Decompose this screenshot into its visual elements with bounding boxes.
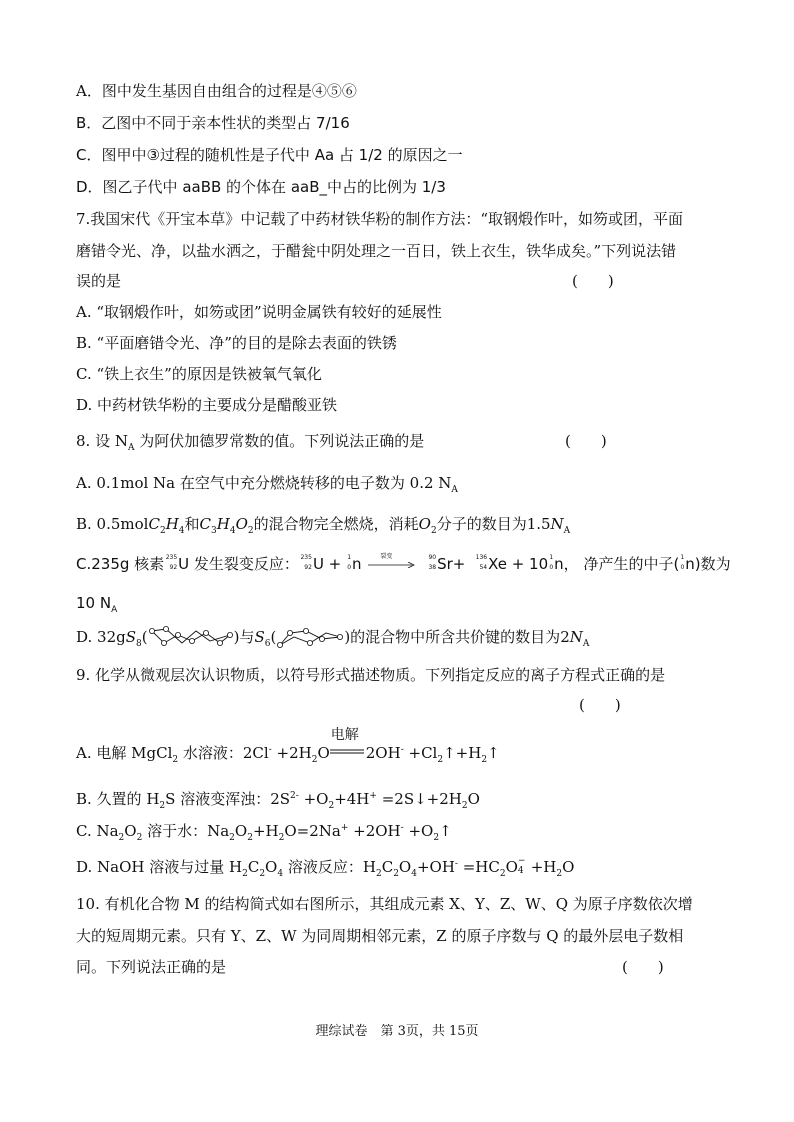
- fission-arrow: 裂变: [366, 553, 418, 575]
- q7-option-c: C. “铁上衣生”的原因是铁被氧气氧化: [76, 365, 322, 383]
- q9-option-d: D. NaOH 溶液与过量 $H_2C_2O_4$ 溶液反应：$H_2C_2O_4+OH^- =HC_2O$ − 4 $+H_2O$: [76, 856, 575, 879]
- q10-stem-line3: 同。下列说法正确的是: [76, 958, 227, 976]
- q7-option-d: D. 中药材铁华粉的主要成分是醋酸亚铁: [76, 396, 338, 414]
- q7-option-b: B. “平面磨错令光、净”的目的是除去表面的铁锈: [76, 334, 397, 352]
- q8-answer-paren: ( ): [565, 432, 607, 450]
- q7-answer-paren: ( ): [572, 272, 614, 290]
- s8-ring-structure: [148, 625, 234, 651]
- q8-option-b: B. $0.5molC_2H_4$和$C_3H_4O_2$的混合物完全燃烧，消耗$O_2$分子的数目为$1.5N_A$: [76, 515, 571, 536]
- q8-option-a: A. 0.1mol Na 在空气中充分燃烧转移的电子数为 0.2 $N_A$: [76, 474, 458, 495]
- q6-option-b: B．乙图中不同于亲本性状的类型占 7/16: [76, 114, 350, 132]
- s6-ring-structure: [276, 625, 344, 651]
- q9-option-b: B. 久置的 $H_2S$ 溶液变浑浊：$2S^{2-} +O_2+4H^+$ $=2S↓+2H_2O$: [76, 790, 480, 811]
- q8-option-c: C.235g 核素 235 92 U 发生裂变反应： 235 92 U + 1 0 n 裂变 90 38 Sr+ 136 54 Xe + 10 1 0 n， 净产生的中子( 1 0 n)数为: [76, 553, 731, 573]
- q9-answer-paren: ( ): [579, 696, 621, 714]
- q6-option-a: A．图中发生基因自由组合的过程是④⑤⑥: [76, 82, 357, 100]
- q8-stem: 8. 设 $N_A$ 为阿伏加德罗常数的值。下列说法正确的是: [76, 432, 425, 453]
- q6-option-d: D．图乙子代中 aaBB 的个体在 aaB_中占的比例为 1/3: [76, 178, 446, 196]
- q8-option-c-line2: 10 $N_A$: [76, 594, 118, 615]
- q9-stem: 9. 化学从微观层次认识物质，以符号形式描述物质。下列指定反应的离子方程式正确的是: [76, 666, 666, 684]
- page-footer: 理综试卷 第 3页，共 15页: [315, 1024, 479, 1039]
- q7-stem-line3: 误的是: [76, 272, 122, 290]
- q7-stem-line1: 7.我国宋代《开宝本草》中记载了中药材铁华粉的制作方法：“取钢煅作叶，如笏或团，平面: [76, 210, 683, 228]
- q10-stem-line1: 10. 有机化合物 M 的结构简式如右图所示，其组成元素 X、Y、Z、W、Q 为原子序数依次增: [76, 895, 693, 913]
- q8-option-d: D. $32gS_8$( )与$S_6$( )的混合物中所含共价键的数目为$2N_A$: [76, 625, 724, 651]
- q9-option-a: A. 电解 MgCl$_2$ 水溶液：$2Cl^- +2H_2O$ 电解 $2OH^- +Cl_2↑+H_2↑$: [76, 727, 500, 765]
- electrolysis-sign: 电解: [330, 727, 359, 743]
- q6-option-c: C．图甲中③过程的随机性是子代中 Aa 占 1/2 的原因之一: [76, 146, 463, 164]
- q9-option-c: C. $Na_2O_2$ 溶于水：$Na_2O_2+H_2O=2Na^+ +2OH^-$ $+O_2↑$: [76, 822, 452, 843]
- q7-stem-line2: 磨错令光、净，以盐水洒之，于醋瓮中阴处理之一百日，铁上衣生，铁华成矣。”下列说法错: [76, 242, 677, 260]
- q10-stem-line2: 大的短周期元素。只有 Y、Z、W 为同周期相邻元素，Z 的原子序数与 Q 的最外层电子数相: [76, 927, 684, 945]
- q10-answer-paren: ( ): [622, 958, 664, 976]
- q7-option-a: A. “取钢煅作叶，如笏或团”说明金属铁有较好的延展性: [76, 303, 442, 321]
